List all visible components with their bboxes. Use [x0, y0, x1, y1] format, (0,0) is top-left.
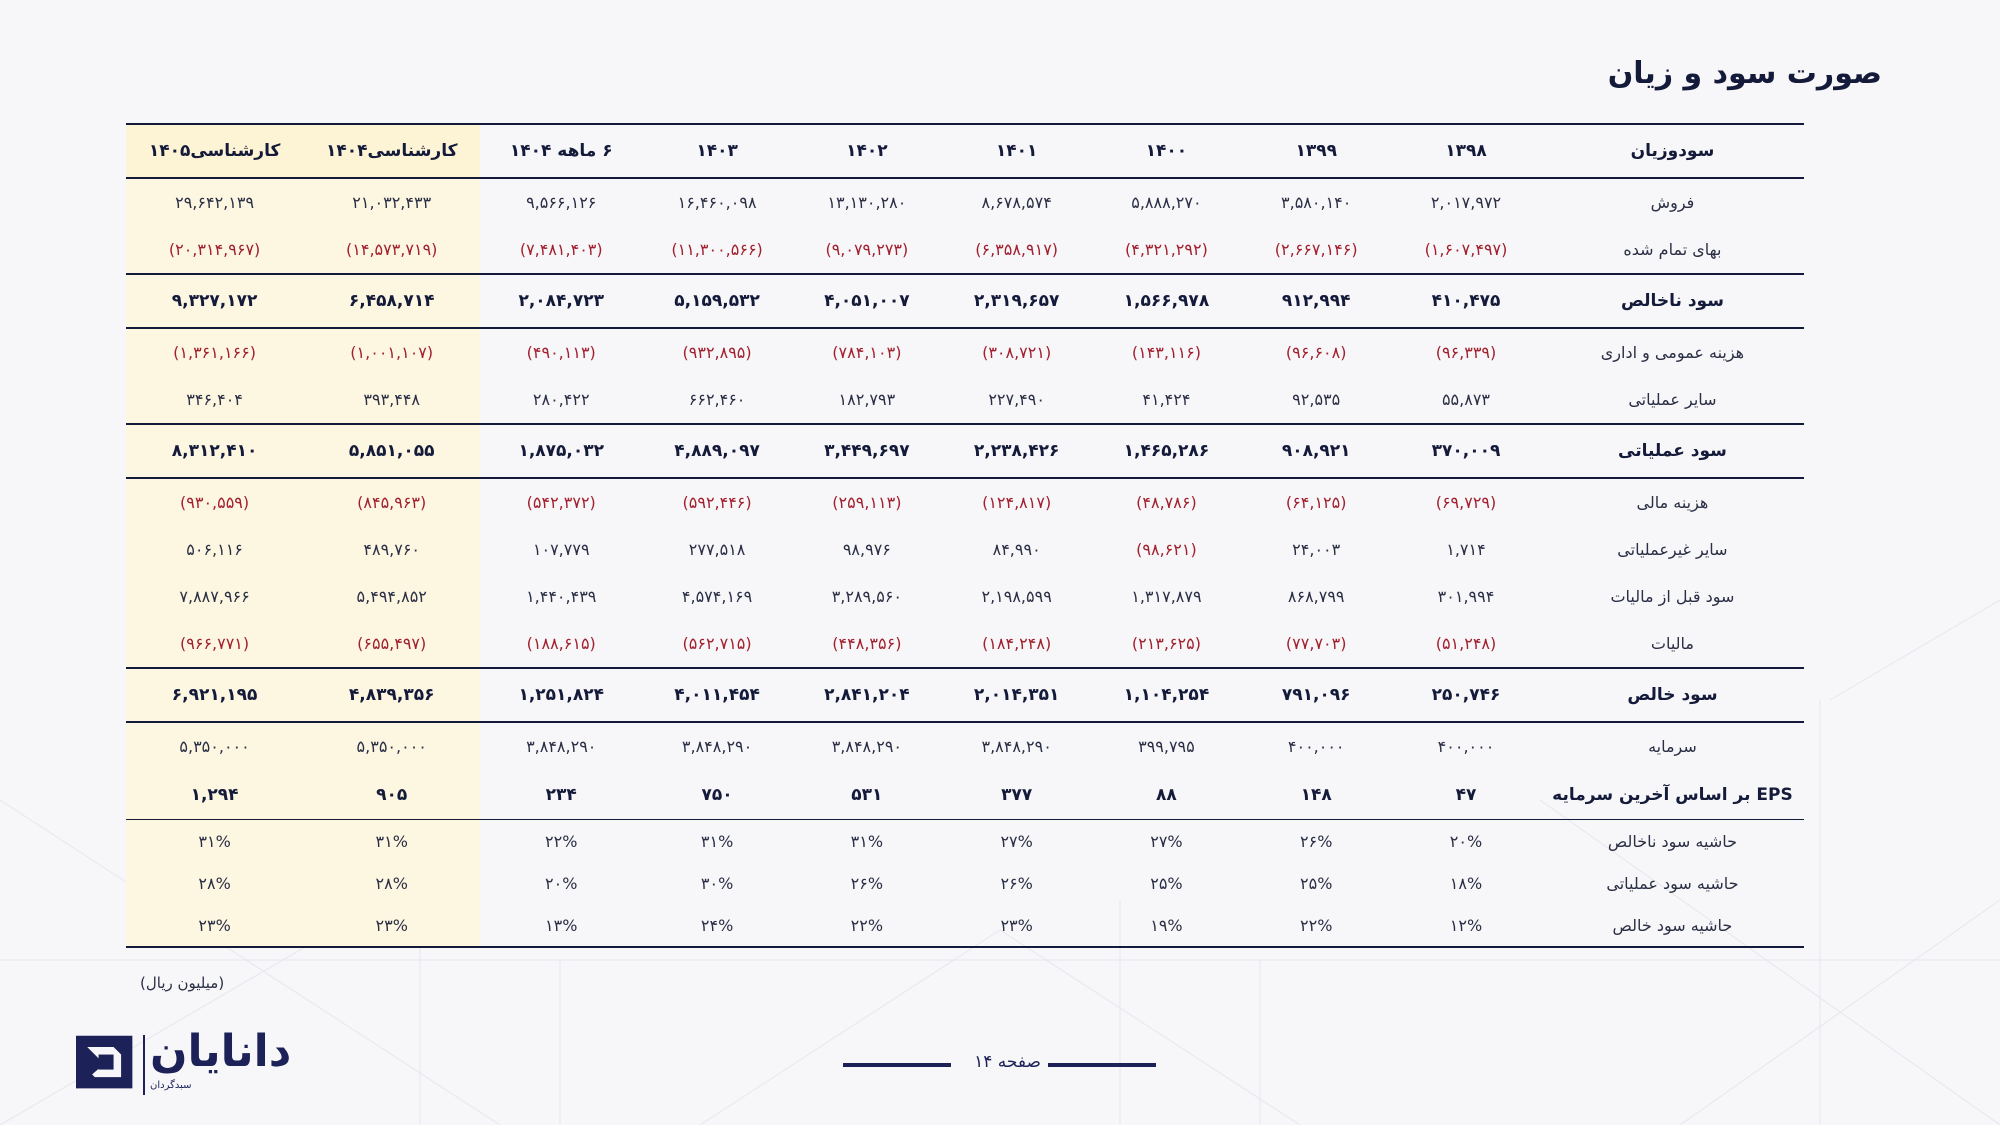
- table-cell: ۲۳%: [1000, 915, 1033, 935]
- table-cell: (۹,۰۷۹,۲۷۳): [825, 240, 909, 259]
- table-cell: ۲۳%: [303, 904, 480, 947]
- table-cell: ۲۸%: [303, 862, 480, 904]
- table-cell: (۲۱۳,۶۲۵): [1131, 634, 1201, 653]
- column-header: سودوزیان: [1630, 141, 1715, 161]
- table-cell: ۳,۴۴۹,۶۹۷: [824, 441, 910, 461]
- table-row: [126, 620, 1804, 668]
- table-cell: ۵,۱۵۹,۵۳۲: [674, 291, 760, 311]
- table-cell: ۲۲%: [1300, 915, 1333, 935]
- unit-note: (میلیون ریال): [140, 974, 225, 992]
- table-cell: (۱۴۳,۱۱۶): [1131, 343, 1201, 362]
- table-cell: ۹,۳۲۷,۱۷۲: [126, 274, 303, 328]
- income-statement-table-wrap: [126, 123, 1804, 948]
- table-cell: ۲,۸۴۱,۲۰۴: [824, 685, 910, 705]
- table-row: [126, 274, 1804, 328]
- table-cell: (۳۰۸,۷۲۱): [982, 343, 1052, 362]
- row-label: بهای تمام شده: [1623, 240, 1722, 259]
- row-label: فروش: [1650, 193, 1695, 212]
- table-cell: ۵,۳۵۰,۰۰۰: [126, 722, 303, 770]
- table-row: [126, 668, 1804, 722]
- row-label: EPS بر اساس آخرین سرمایه: [1552, 784, 1793, 805]
- table-cell: ۳۹۳,۴۴۸: [303, 376, 480, 424]
- table-row: [126, 573, 1804, 620]
- table-cell: ۵,۸۸۸,۲۷۰: [1131, 193, 1202, 212]
- table-cell: (۷۸۴,۱۰۳): [832, 343, 902, 362]
- table-cell: (۹۶,۳۳۹): [1435, 343, 1497, 362]
- table-cell: ۸,۳۱۲,۴۱۰: [126, 424, 303, 478]
- table-cell: ۱,۴۶۵,۲۸۶: [1123, 441, 1210, 461]
- table-cell: (۴۹۰,۱۱۳): [526, 343, 596, 362]
- table-cell: ۱۳%: [545, 915, 578, 935]
- column-header: ۱۳۹۹: [1295, 141, 1337, 161]
- table-cell: ۳,۸۴۸,۲۹۰: [981, 737, 1052, 756]
- logo-subtitle: سبدگردان: [150, 1080, 192, 1091]
- table-row: [126, 526, 1804, 573]
- row-label: سود ناخالص: [1620, 291, 1724, 311]
- table-row: [126, 226, 1804, 274]
- table-cell: (۱,۳۶۱,۱۶۶): [126, 328, 303, 376]
- table-cell: (۱۲۴,۸۱۷): [982, 493, 1052, 512]
- table-cell: ۸,۶۷۸,۵۷۴: [981, 193, 1052, 212]
- table-cell: ۳۰%: [700, 873, 734, 893]
- row-label: سود خالص: [1627, 685, 1718, 705]
- table-cell: ۹۸,۹۷۶: [842, 540, 891, 559]
- table-cell: ۴,۸۳۹,۳۵۶: [303, 668, 480, 722]
- table-row: [126, 770, 1804, 820]
- table-cell: ۵,۸۵۱,۰۵۵: [303, 424, 480, 478]
- table-cell: (۶,۳۵۸,۹۱۷): [975, 240, 1059, 259]
- table-cell: ۱۹%: [1150, 915, 1183, 935]
- table-cell: ۲,۰۸۴,۷۲۳: [518, 291, 604, 311]
- table-cell: ۵۳۱: [851, 784, 883, 805]
- table-row: [126, 178, 1804, 226]
- table-cell: ۲۷%: [1150, 831, 1183, 851]
- table-cell: ۵۰۶,۱۱۶: [126, 526, 303, 573]
- page-title: صورت سود و زیان: [1607, 56, 1882, 91]
- table-cell: (۱۱,۳۰۰,۵۶۶): [671, 240, 763, 259]
- table-cell: (۱,۰۰۱,۱۰۷): [303, 328, 480, 376]
- table-cell: ۲۵۰,۷۴۶: [1431, 685, 1501, 705]
- table-cell: ۲۳%: [126, 904, 303, 947]
- table-cell: (۶۵۵,۴۹۷): [303, 620, 480, 668]
- column-header: ۱۳۹۸: [1445, 141, 1487, 161]
- table-cell: ۳,۲۸۹,۵۶۰: [831, 587, 903, 606]
- table-cell: ۲۲%: [545, 831, 578, 851]
- table-cell: ۲۲۷,۴۹۰: [988, 390, 1045, 409]
- table-cell: (۷۷,۷۰۳): [1285, 634, 1347, 653]
- table-cell: ۸۸: [1156, 784, 1177, 805]
- table-cell: ۹۲,۵۳۵: [1292, 390, 1341, 409]
- table-cell: ۱۲%: [1449, 915, 1483, 935]
- table-cell: (۱۸۴,۲۴۸): [982, 634, 1052, 653]
- table-row: [126, 478, 1804, 526]
- danayan-logo-icon: [76, 1032, 138, 1094]
- table-cell: ۲۰%: [1449, 831, 1483, 851]
- table-cell: ۲۶%: [850, 873, 884, 893]
- column-header: ۶ ماهه ۱۴۰۴: [509, 141, 613, 161]
- table-cell: ۱۶,۴۶۰,۰۹۸: [677, 193, 757, 212]
- row-label: هزینه مالی: [1636, 493, 1709, 512]
- table-cell: ۳۴۶,۴۰۴: [126, 376, 303, 424]
- row-label: حاشیه سود عملیاتی: [1606, 873, 1739, 893]
- table-cell: ۲۷۷,۵۱۸: [688, 540, 746, 559]
- footer-line-left: [843, 1063, 951, 1067]
- row-label: حاشیه سود ناخالص: [1607, 831, 1737, 851]
- table-cell: (۴۴۸,۳۵۶): [832, 634, 902, 653]
- row-label: حاشیه سود خالص: [1612, 915, 1733, 935]
- table-cell: ۲۲%: [850, 915, 884, 935]
- column-header: ۱۴۰۱: [995, 141, 1038, 161]
- table-cell: (۴۸,۷۸۶): [1136, 493, 1197, 512]
- table-cell: ۲۷%: [1000, 831, 1033, 851]
- table-cell: ۱۴۸: [1300, 784, 1332, 805]
- table-cell: ۳,۵۸۰,۱۴۰: [1281, 193, 1352, 212]
- table-cell: ۵,۴۹۴,۸۵۲: [303, 573, 480, 620]
- row-label: سود قبل از مالیات: [1610, 587, 1735, 606]
- row-label: سایر عملیاتی: [1628, 390, 1717, 409]
- table-cell: ۲,۰۱۴,۳۵۱: [973, 685, 1060, 705]
- table-cell: (۲۵۹,۱۱۳): [832, 493, 902, 512]
- logo-divider: [143, 1035, 145, 1095]
- table-cell: (۵۴۲,۳۷۲): [526, 493, 596, 512]
- table-cell: ۳۷۰,۰۰۹: [1431, 441, 1501, 461]
- table-cell: ۱,۲۵۱,۸۲۴: [518, 685, 604, 705]
- column-header: ۱۴۰۳: [696, 141, 738, 161]
- table-cell: (۹۶,۶۰۸): [1285, 343, 1347, 362]
- table-cell: ۹۰۵: [303, 770, 480, 820]
- page-number: صفحه ۱۴: [974, 1052, 1041, 1072]
- table-cell: ۳,۸۴۸,۲۹۰: [526, 737, 597, 756]
- table-cell: ۲۴,۰۰۳: [1292, 540, 1341, 559]
- table-cell: ۶,۴۵۸,۷۱۴: [303, 274, 480, 328]
- table-cell: ۲۸%: [126, 862, 303, 904]
- table-cell: ۱,۷۱۴: [1446, 540, 1486, 559]
- row-label: سایر غیرعملیاتی: [1617, 540, 1728, 559]
- row-label: هزینه عمومی و اداری: [1600, 343, 1745, 362]
- table-cell: ۲۵%: [1300, 873, 1333, 893]
- column-header: کارشناسی۱۴۰۵: [126, 124, 303, 178]
- table-cell: ۲,۰۱۷,۹۷۲: [1430, 193, 1502, 212]
- table-cell: ۱۰۷,۷۷۹: [532, 540, 590, 559]
- table-cell: ۴۱,۴۲۴: [1142, 390, 1191, 409]
- table-cell: ۲۸۰,۴۲۲: [532, 390, 590, 409]
- table-cell: ۲,۲۳۸,۴۲۶: [973, 441, 1060, 461]
- table-cell: ۵۵,۸۷۳: [1441, 390, 1491, 409]
- table-cell: ۷,۸۸۷,۹۶۶: [126, 573, 303, 620]
- table-cell: (۶۴,۱۲۵): [1285, 493, 1347, 512]
- table-cell: ۴۷: [1455, 784, 1477, 805]
- table-cell: ۵,۳۵۰,۰۰۰: [303, 722, 480, 770]
- income-statement-table: [126, 123, 1804, 948]
- table-cell: (۹۳۲,۸۹۵): [682, 343, 752, 362]
- table-cell: ۱,۵۶۶,۹۷۸: [1123, 291, 1210, 311]
- table-cell: ۹۱۲,۹۹۴: [1281, 291, 1351, 311]
- table-cell: ۱۸۲,۷۹۳: [838, 390, 896, 409]
- table-cell: ۱,۱۰۴,۲۵۴: [1123, 685, 1210, 705]
- table-cell: ۹,۵۶۶,۱۲۶: [526, 193, 597, 212]
- table-cell: ۴۰۰,۰۰۰: [1437, 737, 1495, 756]
- table-cell: (۱۴,۵۷۳,۷۱۹): [303, 226, 480, 274]
- table-cell: (۲۰,۳۱۴,۹۶۷): [126, 226, 303, 274]
- table-cell: (۵۱,۲۴۸): [1435, 634, 1497, 653]
- table-cell: ۲۶%: [1300, 831, 1333, 851]
- table-cell: ۴,۰۱۱,۴۵۴: [674, 685, 760, 705]
- table-cell: (۶۹,۷۲۹): [1435, 493, 1497, 512]
- table-cell: ۳۱%: [303, 820, 480, 863]
- table-cell: ۳,۸۴۸,۲۹۰: [831, 737, 903, 756]
- table-cell: ۷۵۰: [701, 784, 733, 805]
- table-cell: ۲۶%: [1000, 873, 1033, 893]
- table-cell: (۸۴۵,۹۶۳): [303, 478, 480, 526]
- table-cell: ۳۱%: [850, 831, 884, 851]
- table-cell: ۱,۴۴۰,۴۳۹: [526, 587, 597, 606]
- table-cell: ۶۶۲,۴۶۰: [688, 390, 746, 409]
- table-cell: ۲۰%: [545, 873, 578, 893]
- table-cell: (۹۶۶,۷۷۱): [126, 620, 303, 668]
- table-cell: ۴۱۰,۴۷۵: [1431, 291, 1501, 311]
- row-label: سود عملیاتی: [1618, 441, 1727, 461]
- table-row: [126, 328, 1804, 376]
- table-cell: ۳۰۱,۹۹۴: [1437, 587, 1495, 606]
- table-cell: ۲,۱۹۸,۵۹۹: [981, 587, 1052, 606]
- table-cell: ۲۴%: [700, 915, 734, 935]
- table-cell: ۴۸۹,۷۶۰: [303, 526, 480, 573]
- table-cell: ۴۰۰,۰۰۰: [1287, 737, 1345, 756]
- table-cell: ۷۹۱,۰۹۶: [1281, 685, 1351, 705]
- table-cell: ۳۱%: [126, 820, 303, 863]
- table-cell: (۱,۶۰۷,۴۹۷): [1424, 240, 1508, 259]
- table-cell: (۲,۶۶۷,۱۴۶): [1274, 240, 1358, 259]
- table-cell: (۹۸,۶۲۱): [1136, 540, 1197, 559]
- table-cell: ۹۰۸,۹۲۱: [1281, 441, 1351, 461]
- column-header: ۱۴۰۰: [1145, 141, 1188, 161]
- logo-wordmark: دانایان: [150, 1026, 292, 1077]
- table-cell: ۴,۸۸۹,۰۹۷: [674, 441, 760, 461]
- table-row: [126, 904, 1804, 947]
- table-cell: ۲۹,۶۴۲,۱۳۹: [126, 178, 303, 226]
- table-cell: ۱,۳۱۷,۸۷۹: [1131, 587, 1202, 606]
- table-header-row: [126, 124, 1804, 178]
- footer-line-right: [1048, 1063, 1156, 1067]
- table-cell: (۱۸۸,۶۱۵): [526, 634, 596, 653]
- table-row: [126, 862, 1804, 904]
- table-cell: ۳۹۹,۷۹۵: [1138, 737, 1195, 756]
- table-row: [126, 376, 1804, 424]
- column-header: ۱۴۰۲: [846, 141, 888, 161]
- table-cell: (۴,۳۲۱,۲۹۲): [1125, 240, 1208, 259]
- table-cell: ۴,۵۷۴,۱۶۹: [681, 587, 753, 606]
- table-cell: ۱۸%: [1449, 873, 1483, 893]
- table-row: [126, 722, 1804, 770]
- table-cell: (۹۳۰,۵۵۹): [126, 478, 303, 526]
- table-cell: ۳۷۷: [1001, 784, 1033, 805]
- table-cell: ۴,۰۵۱,۰۰۷: [824, 291, 910, 311]
- table-cell: (۵۹۲,۴۴۶): [682, 493, 752, 512]
- row-label: سرمایه: [1648, 737, 1697, 756]
- column-header: کارشناسی۱۴۰۴: [303, 124, 480, 178]
- table-row: [126, 820, 1804, 863]
- table-cell: ۲۳۴: [545, 784, 577, 805]
- table-cell: ۱,۸۷۵,۰۳۲: [518, 441, 604, 461]
- table-cell: ۸۶۸,۷۹۹: [1287, 587, 1345, 606]
- row-label: مالیات: [1650, 634, 1694, 653]
- table-cell: ۳۱%: [700, 831, 734, 851]
- table-cell: ۸۴,۹۹۰: [992, 540, 1041, 559]
- table-cell: (۷,۴۸۱,۴۰۳): [519, 240, 603, 259]
- table-cell: ۲,۳۱۹,۶۵۷: [973, 291, 1060, 311]
- table-cell: ۳,۸۴۸,۲۹۰: [681, 737, 753, 756]
- table-cell: ۱,۲۹۴: [126, 770, 303, 820]
- table-cell: ۶,۹۲۱,۱۹۵: [126, 668, 303, 722]
- table-cell: ۱۳,۱۳۰,۲۸۰: [827, 193, 907, 212]
- table-cell: ۲۱,۰۳۲,۴۳۳: [303, 178, 480, 226]
- table-cell: ۲۵%: [1150, 873, 1183, 893]
- table-cell: (۵۶۲,۷۱۵): [682, 634, 752, 653]
- table-row: [126, 424, 1804, 478]
